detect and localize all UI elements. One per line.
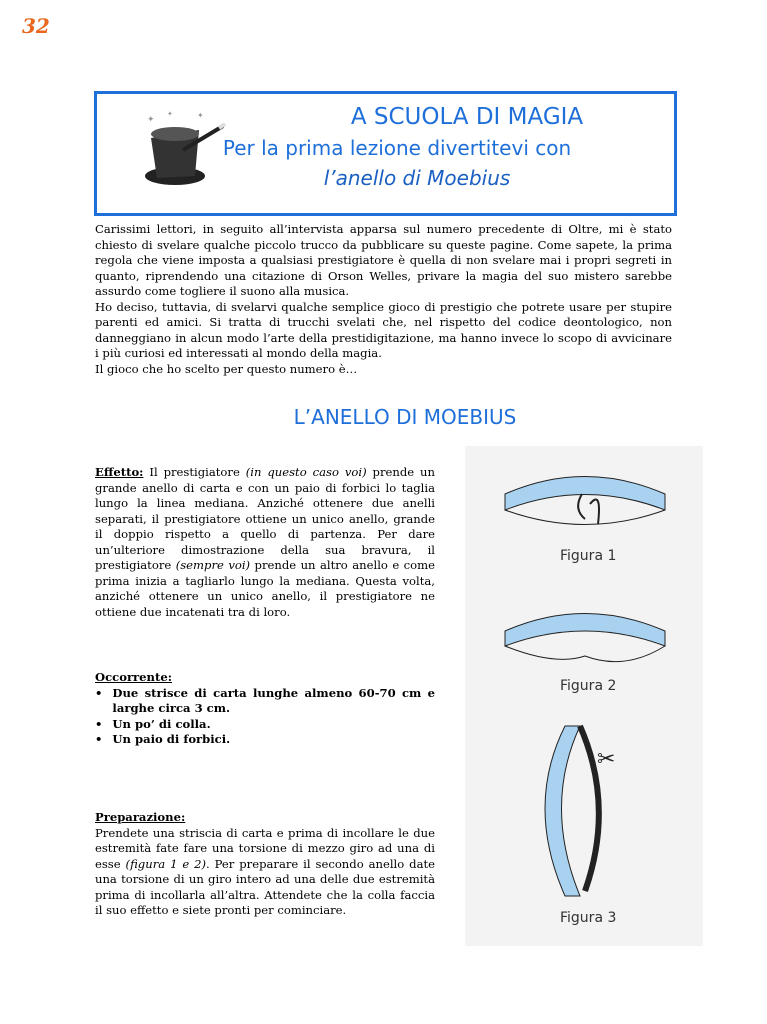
- title-box: [94, 91, 677, 216]
- effetto-text: prende un altro anello e come prima inizia a tagliarlo lungo la mediana. Questa volta, anziché ottenere un unico anello, il prestigiatore ne ottiene due incatenati tra di loro.: [95, 558, 436, 619]
- main-title: A SCUOLA DI MAGIA: [350, 104, 584, 130]
- effetto-label: Effetto:: [95, 465, 144, 479]
- preparazione-text: Prendete una striscia di carta e prima di incollare le due estremità fate fare una torsione di mezzo giro ad una di esse: [95, 825, 435, 871]
- preparazione-text: . Per preparare il secondo anello date una torsione di un giro intero ad una delle due estremità prima di incollarla all’altra. Attendete che la colla faccia il suo effetto e siete pronti per cominciare.: [95, 856, 435, 917]
- svg-text:✂: ✂: [597, 747, 616, 772]
- intro-paragraph: Il gioco che ho scelto per questo numero è…: [95, 361, 358, 376]
- figures-panel: [465, 446, 703, 946]
- svg-text:✦: ✦: [167, 110, 173, 118]
- subtitle-italic: l’anello di Moebius: [323, 166, 511, 190]
- ring-figure-1: [495, 464, 675, 534]
- list-item: • Un paio di forbici.: [95, 732, 231, 746]
- preparazione-label: Preparazione:: [95, 810, 186, 824]
- intro-paragraph: Carissimi lettori, in seguito all’intervista apparsa sul numero precedente di Oltre, mi è stato chiesto di svelare qualche piccolo trucco da pubblicare su queste pagine. Come sapete, la prima regola che viene imposta a qualsiasi prestigiatore è quella di non svelare mai i propri segreti in quanto, riprendendo una citazione di Orson Welles, privare la magia del suo mistero sarebbe assurdo come togliere il suono alla musica.: [95, 222, 672, 298]
- ring-figure-3: [535, 716, 635, 906]
- svg-text:✦: ✦: [147, 115, 155, 125]
- effetto-italic: (sempre voi): [175, 558, 251, 572]
- preparazione-section: [95, 810, 435, 919]
- section-title: L’ANELLO DI MOEBIUS: [293, 405, 517, 429]
- subtitle: Per la prima lezione divertitevi con: [222, 136, 572, 160]
- intro-text: [95, 222, 672, 377]
- figure-caption: Figura 3: [560, 910, 617, 926]
- intro-paragraph: Ho deciso, tuttavia, di svelarvi qualche semplice gioco di prestigio che potrete usare per stupire parenti ed amici. Si tratta di trucchi svelati che, nel rispetto del codice deontologico, non danneggiano in alcun modo l’arte della prestidigitazione, ma hanno invece lo scopo di avvicinare i più curiosi ed interessati al mondo della magia.: [95, 299, 672, 360]
- ring-figure-2: [495, 606, 675, 681]
- occorrente-section: [95, 670, 435, 748]
- effetto-text: Il prestigiatore: [143, 465, 246, 479]
- effetto-italic: (in questo caso voi): [245, 465, 367, 479]
- effetto-section: [95, 465, 435, 620]
- figure-caption: Figura 2: [560, 678, 617, 694]
- preparazione-italic: (figura 1 e 2): [125, 856, 207, 871]
- figure-caption: Figura 1: [560, 548, 617, 564]
- page-number: 32: [22, 14, 50, 38]
- svg-text:✦: ✦: [197, 111, 204, 120]
- list-item: • Un po’ di colla.: [95, 716, 211, 731]
- effetto-text: prende un grande anello di carta e con un paio di forbici lo taglia lungo la linea mediana. Anziché ottenere due anelli separati, il prestigiatore ottiene un unico anello, grande il doppio rispetto a quello di partenza. Per dare un’ulteriore dimostrazione della sua bravura, il prestigiatore: [95, 465, 435, 572]
- list-item: • Due strisce di carta lunghe almeno 60-70 cm e larghe circa 3 cm.: [95, 685, 435, 715]
- occorrente-label: Occorrente:: [95, 670, 172, 684]
